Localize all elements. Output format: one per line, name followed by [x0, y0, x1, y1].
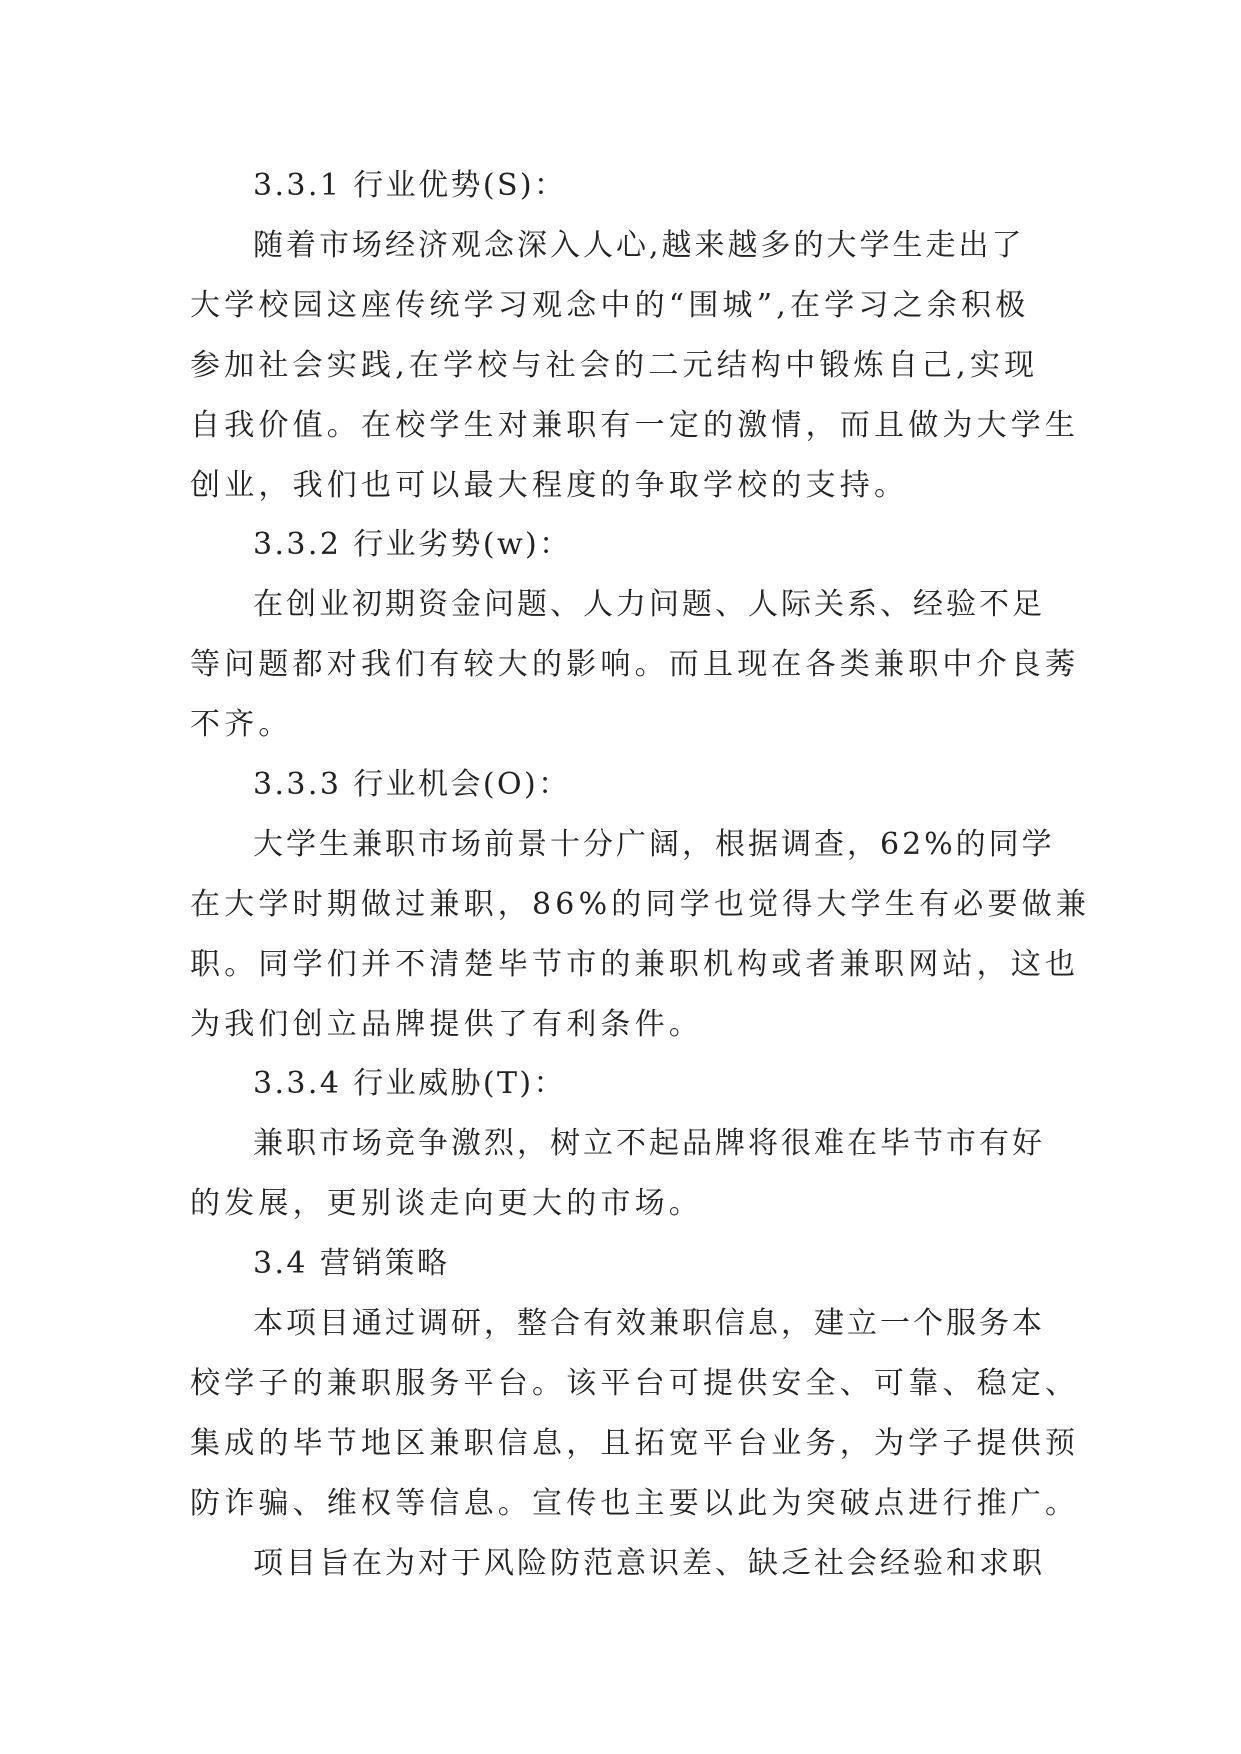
paragraph-line: 校学子的兼职服务平台。该平台可提供安全、可靠、稳定、	[190, 1366, 1080, 1401]
heading-3-3-4: 3.3.4 行业威胁(T)：	[253, 1066, 566, 1101]
paragraph-line: 大学校园这座传统学习观念中的“围城”,在学习之余积极	[190, 288, 1030, 323]
heading-3-4: 3.4 营销策略	[253, 1246, 450, 1281]
heading-3-3-2: 3.3.2 行业劣势(w)：	[253, 527, 572, 562]
paragraph-line: 大学生兼职市场前景十分广阔，根据调查，62%的同学	[253, 827, 1055, 862]
paragraph-line: 职。同学们并不清楚毕节市的兼职机构或者兼职网站，这也	[190, 947, 1080, 982]
paragraph-line: 兼职市场竞争激烈，树立不起品牌将很难在毕节市有好	[253, 1126, 1045, 1161]
paragraph-line: 在创业初期资金问题、人力问题、人际关系、经验不足	[253, 587, 1045, 622]
paragraph-line: 自我价值。在校学生对兼职有一定的激情，而且做为大学生	[190, 408, 1080, 443]
paragraph-line: 创业，我们也可以最大程度的争取学校的支持。	[190, 468, 909, 503]
paragraph-line: 项目旨在为对于风险防范意识差、缺乏社会经验和求职	[253, 1546, 1045, 1581]
paragraph-line: 等问题都对我们有较大的影响。而且现在各类兼职中介良莠	[190, 647, 1080, 682]
paragraph-line: 本项目通过调研，整合有效兼职信息，建立一个服务本	[253, 1306, 1045, 1341]
heading-3-3-1: 3.3.1 行业优势(S)：	[253, 168, 567, 203]
paragraph-line: 集成的毕节地区兼职信息，且拓宽平台业务，为学子提供预	[190, 1426, 1080, 1461]
paragraph-line: 为我们创立品牌提供了有利条件。	[190, 1007, 703, 1042]
paragraph-line: 随着市场经济观念深入人心,越来越多的大学生走出了	[253, 228, 1025, 263]
heading-3-3-3: 3.3.3 行业机会(O)：	[253, 767, 571, 802]
paragraph-line: 不齐。	[190, 707, 293, 742]
paragraph-line: 的发展，更别谈走向更大的市场。	[190, 1186, 703, 1221]
paragraph-line: 参加社会实践,在学校与社会的二元结构中锻炼自己,实现	[190, 348, 1039, 383]
paragraph-line: 在大学时期做过兼职，86%的同学也觉得大学生有必要做兼	[190, 887, 1091, 922]
paragraph-line: 防诈骗、维权等信息。宣传也主要以此为突破点进行推广。	[190, 1486, 1080, 1521]
